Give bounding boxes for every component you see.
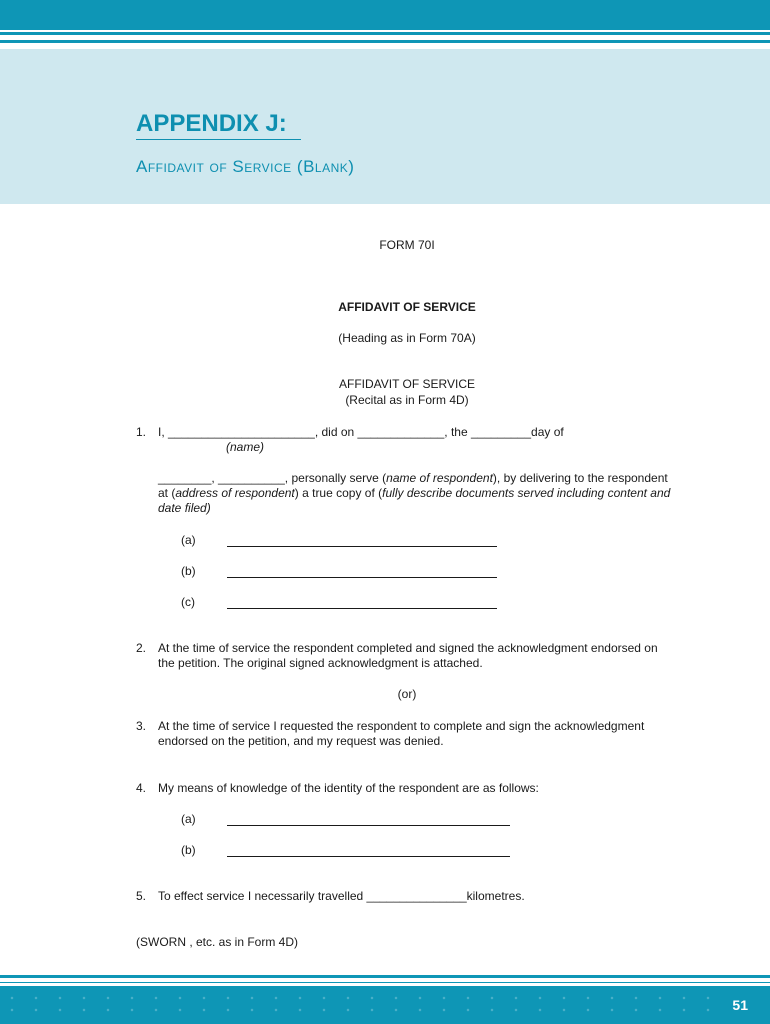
blank-field-4a[interactable] [227,825,510,826]
sub-label-b: (b) [181,843,196,857]
item5-line1: To effect service I necessarily travelled _______________kilometres. [158,889,525,903]
item1-line3: at (address of respondent) a true copy of (fully describe documents served including content and [158,486,671,500]
item3-line1: At the time of service I requested the respondent to complete and sign the acknowledgment [158,719,645,733]
footer-dot-pattern [0,992,720,1020]
item1-line2: ________, __________, personally serve (name of respondent), by delivering to the respondent [158,471,668,485]
item-number: 2. [136,641,147,655]
item-number: 4. [136,781,147,795]
blank-field-4b[interactable] [227,856,510,857]
recital-note: (Recital as in Form 4D) [345,393,469,407]
blank-field-c[interactable] [227,608,497,609]
item1-line4: date filed) [158,501,211,515]
sub-label-b: (b) [181,564,196,578]
appendix-subtitle: Affidavit of Service (Blank) [136,157,355,176]
blank-field-b[interactable] [227,577,497,578]
form-heading: AFFIDAVIT OF SERVICE [338,300,476,314]
sub-label-a: (a) [181,533,196,547]
bottom-rule [0,975,770,978]
item3-line2: endorsed on the petition, and my request was denied. [158,734,444,748]
name-hint: (name) [226,440,265,454]
sworn-note: (SWORN , etc. as in Form 4D) [136,935,299,949]
sub-label-c: (c) [181,595,195,609]
affidavit-label: AFFIDAVIT OF SERVICE [338,377,476,391]
appendix-title: APPENDIX J: [136,110,301,140]
bottom-rule [0,982,770,983]
item1-line1: I, ______________________, did on _____________, the _________day of [158,425,564,439]
item2-line1: At the time of service the respondent completed and signed the acknowledgment endorsed on [158,641,658,655]
top-rule [0,32,770,35]
heading-note: (Heading as in Form 70A) [338,331,476,345]
item-number: 5. [136,889,147,903]
or-text: (or) [397,687,417,701]
item-number: 3. [136,719,147,733]
top-rule [0,40,770,43]
sub-label-a: (a) [181,812,196,826]
top-color-band [0,0,770,30]
page-number: 51 [732,997,748,1013]
item-number: 1. [136,425,147,439]
item4-line1: My means of knowledge of the identity of the respondent are as follows: [158,781,539,795]
header-panel [0,49,770,204]
blank-field-a[interactable] [227,546,497,547]
item2-line2: the petition. The original signed acknowledgment is attached. [158,656,483,670]
form-number: FORM 70I [379,238,435,252]
